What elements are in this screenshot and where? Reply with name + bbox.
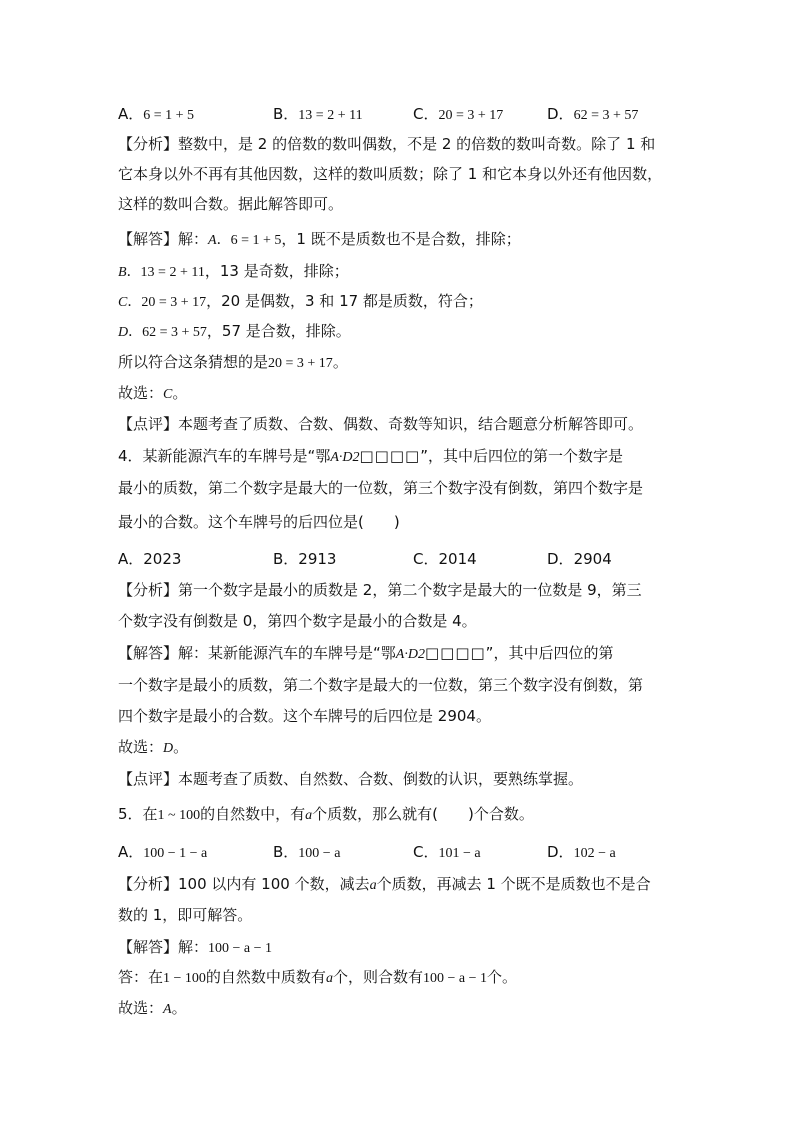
q5-stem-pre: 5．在 bbox=[118, 805, 158, 823]
choice-label: 故选： bbox=[118, 999, 164, 1017]
answer-mid: 的自然数中质数有 bbox=[205, 968, 326, 986]
analysis-text: 第一个数字是最小的质数是 2，第二个数字是最大的一位数是 9，第三 bbox=[178, 581, 642, 599]
answer-pre: 答：在 bbox=[118, 968, 164, 986]
answer-expression: 100 − a − 1 bbox=[422, 971, 487, 986]
analysis-variable: a bbox=[369, 878, 377, 893]
analysis-text: 整数中，是 2 的倍数的数叫偶数，不是 2 的倍数的数叫奇数。除了 1 和 bbox=[178, 135, 656, 153]
q5-stem-mid: 的自然数中，有 bbox=[200, 805, 306, 823]
q4-choice bbox=[118, 737, 188, 759]
q4-stem-pre: 4．某新能源汽车的车牌号是“鄂 bbox=[118, 447, 331, 465]
choice-value: C bbox=[163, 387, 173, 402]
option-b-letter: B． bbox=[273, 550, 299, 568]
plate-number: A·D2 bbox=[330, 450, 360, 465]
comment-text: 本题考查了质数、合数、偶数、奇数等知识，结合题意分析解答即可。 bbox=[178, 415, 644, 433]
plate-number: A·D2 bbox=[395, 647, 425, 662]
option-d-equation: 62 = 3 + 57 bbox=[573, 108, 639, 123]
conclusion-end: 。 bbox=[332, 353, 348, 371]
q4-stem-line3: 最小的合数。这个车牌号的后四位是( ) bbox=[118, 513, 400, 531]
option-a-letter: A． bbox=[118, 843, 144, 861]
solution-post: ”，其中后四位的第 bbox=[485, 644, 614, 662]
option-d-expression: 102 − a bbox=[573, 846, 616, 861]
solution-prefix: 解： bbox=[178, 230, 209, 248]
solution-b-text: ，13 是奇数，排除； bbox=[204, 262, 349, 280]
q4-stem-line2: 最小的质数，第二个数字是最大的一位数，第三个数字没有倒数，第四个数字是 bbox=[118, 479, 644, 497]
solution-d-letter: D bbox=[118, 325, 129, 340]
q3-conclusion bbox=[118, 352, 348, 374]
option-d-letter: D． bbox=[547, 550, 574, 568]
option-a-letter: A． bbox=[118, 550, 144, 568]
analysis-tag: 【分析】 bbox=[118, 581, 179, 599]
solution-tag: 【解答】 bbox=[118, 644, 179, 662]
option-c-letter: C． bbox=[413, 550, 439, 568]
plate-boxes: □□□□ bbox=[359, 447, 421, 465]
solution-a-text: ，1 既不是质数也不是合数，排除； bbox=[281, 230, 521, 248]
q3-solution-b bbox=[118, 261, 349, 283]
solution-c-text: ，20 是偶数，3 和 17 都是质数，符合； bbox=[206, 292, 483, 310]
solution-c-equation: ．20 = 3 + 17 bbox=[127, 295, 207, 310]
option-c-equation: 20 = 3 + 17 bbox=[438, 108, 504, 123]
analysis-tag: 【分析】 bbox=[118, 875, 179, 893]
q3-solution-d bbox=[118, 321, 351, 343]
q3-choice bbox=[118, 383, 187, 405]
q4-analysis-line2: 个数字没有倒数是 0，第四个数字是最小的合数是 4。 bbox=[118, 612, 477, 630]
comment-tag: 【点评】 bbox=[118, 415, 179, 433]
option-a-expression: 100 − 1 − a bbox=[143, 846, 208, 861]
solution-d-equation: ．62 = 3 + 57 bbox=[128, 325, 207, 340]
conclusion-equation: 20 = 3 + 17 bbox=[268, 356, 333, 371]
option-b-equation: 13 = 2 + 11 bbox=[298, 108, 363, 123]
q3-analysis-line3: 这样的数叫合数。据此解答即可。 bbox=[118, 195, 344, 213]
option-b-value: 2913 bbox=[298, 550, 337, 568]
solution-c-letter: C bbox=[118, 295, 128, 310]
option-b-letter: B． bbox=[273, 843, 299, 861]
comment-tag: 【点评】 bbox=[118, 770, 179, 788]
plate-boxes: □□□□ bbox=[424, 644, 486, 662]
answer-variable: a bbox=[325, 971, 333, 986]
choice-end: 。 bbox=[173, 738, 189, 756]
answer-end: 个。 bbox=[486, 968, 517, 986]
choice-end: 。 bbox=[172, 384, 188, 402]
q4-stem-line1 bbox=[118, 446, 623, 468]
q5-stem bbox=[118, 804, 534, 826]
q5-analysis bbox=[118, 874, 651, 896]
choice-label: 故选： bbox=[118, 738, 164, 756]
option-c-letter: C． bbox=[413, 105, 439, 123]
analysis-text-pre: 100 以内有 100 个数，减去 bbox=[178, 875, 370, 893]
option-a-equation: 6 = 1 + 5 bbox=[143, 108, 195, 123]
q3-solution-a bbox=[118, 229, 521, 251]
q4-solution-line3: 四个数字是最小的合数。这个车牌号的后四位是 2904。 bbox=[118, 707, 491, 725]
choice-value: A bbox=[163, 1002, 172, 1017]
option-b-expression: 100 − a bbox=[298, 846, 341, 861]
q3-solution-c bbox=[118, 291, 483, 313]
answer-range: 1 − 100 bbox=[163, 971, 206, 986]
q5-range: 1 ~ 100 bbox=[157, 808, 201, 823]
q5-variable: a bbox=[305, 808, 313, 823]
solution-a-letter: A bbox=[208, 233, 217, 248]
q5-solution bbox=[118, 937, 272, 959]
q5-choice bbox=[118, 998, 187, 1020]
analysis-tag: 【分析】 bbox=[118, 135, 179, 153]
solution-tag: 【解答】 bbox=[118, 938, 179, 956]
solution-b-letter: B bbox=[118, 265, 127, 280]
option-c-letter: C． bbox=[413, 843, 439, 861]
q3-comment bbox=[118, 414, 643, 434]
q4-stem-post: ”，其中后四位的第一个数字是 bbox=[420, 447, 623, 465]
solution-d-text: ，57 是合数，排除。 bbox=[206, 322, 351, 340]
solution-a-equation: ．6 = 1 + 5 bbox=[216, 233, 282, 248]
q3-analysis-line2: 它本身以外不再有其他因数，这样的数叫质数；除了 1 和它本身以外还有他因数， bbox=[118, 165, 663, 183]
choice-value: D bbox=[163, 741, 174, 756]
option-a-value: 2023 bbox=[143, 550, 182, 568]
q4-solution-line1 bbox=[118, 643, 613, 665]
option-d-letter: D． bbox=[547, 105, 574, 123]
option-b-letter: B． bbox=[273, 105, 299, 123]
conclusion-text: 所以符合这条猜想的是 bbox=[118, 353, 269, 371]
choice-label: 故选： bbox=[118, 384, 164, 402]
solution-b-equation: ．13 = 2 + 11 bbox=[126, 265, 205, 280]
solution-pre: 解：某新能源汽车的车牌号是“鄂 bbox=[178, 644, 396, 662]
q4-analysis bbox=[118, 580, 642, 600]
option-a-letter: A． bbox=[118, 105, 144, 123]
q4-comment bbox=[118, 769, 583, 789]
option-d-letter: D． bbox=[547, 843, 574, 861]
solution-prefix: 解： bbox=[178, 938, 209, 956]
q5-stem-post: 个质数，那么就有( )个合数。 bbox=[312, 805, 534, 823]
solution-tag: 【解答】 bbox=[118, 230, 179, 248]
option-d-value: 2904 bbox=[573, 550, 612, 568]
comment-text: 本题考查了质数、自然数、合数、倒数的认识，要熟练掌握。 bbox=[178, 770, 584, 788]
solution-expression: 100 − a − 1 bbox=[208, 941, 273, 956]
q3-analysis bbox=[118, 134, 655, 154]
option-c-value: 2014 bbox=[438, 550, 477, 568]
q5-analysis-line2: 数的 1，即可解答。 bbox=[118, 906, 253, 924]
analysis-text-post: 个质数，再减去 1 个既不是质数也不是合 bbox=[376, 875, 651, 893]
choice-end: 。 bbox=[171, 999, 187, 1017]
option-c-expression: 101 − a bbox=[438, 846, 481, 861]
answer-mid2: 个，则合数有 bbox=[332, 968, 423, 986]
q5-answer bbox=[118, 967, 517, 989]
q4-solution-line2: 一个数字是最小的质数，第二个数字是最大的一位数，第三个数字没有倒数，第 bbox=[118, 676, 644, 694]
